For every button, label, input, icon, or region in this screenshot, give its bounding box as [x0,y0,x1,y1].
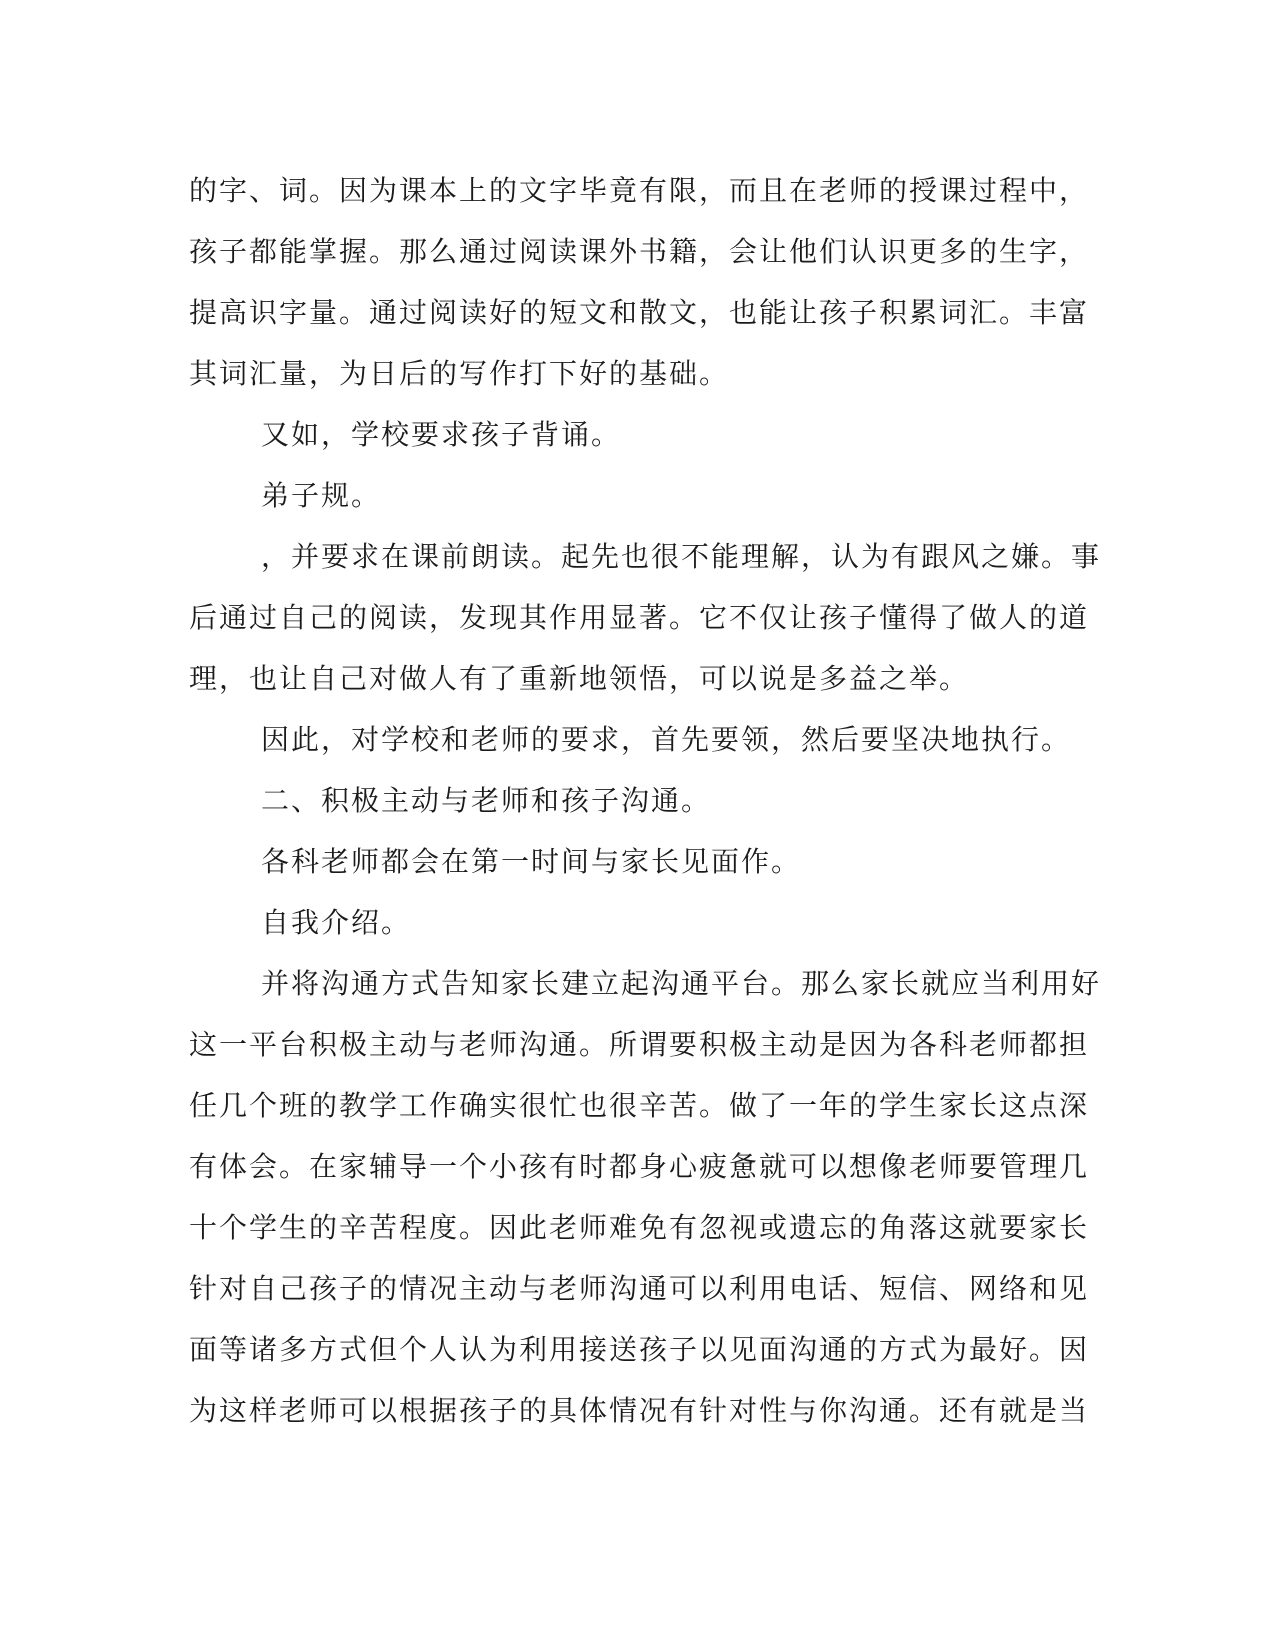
text-line: 各科老师都会在第一时间与家长见面作。 [261,845,802,878]
text-line: ，并要求在课前朗读。起先也很不能理解，认为有跟风之嫌。事 [261,540,1102,573]
text-line: 任几个班的教学工作确实很忙也很辛苦。做了一年的学生家长这点深 [189,1089,1090,1122]
text-line: 并将沟通方式告知家长建立起沟通平台。那么家长就应当利用好 [261,967,1102,1000]
text-line: 其词汇量，为日后的写作打下好的基础。 [189,357,730,390]
text-line: 理，也让自己对做人有了重新地领悟，可以说是多益之举。 [189,662,970,695]
text-line: 自我介绍。 [261,906,412,939]
text-line: 有体会。在家辅导一个小孩有时都身心疲惫就可以想像老师要管理几 [189,1150,1090,1183]
body-text [189,160,1102,1441]
text-line: 面等诸多方式但个人认为利用接送孩子以见面沟通的方式为最好。因 [189,1333,1090,1366]
text-line: 十个学生的辛苦程度。因此老师难免有忽视或遗忘的角落这就要家长 [189,1211,1090,1244]
text-line: 又如，学校要求孩子背诵。 [261,418,622,451]
text-line: 后通过自己的阅读，发现其作用显著。它不仅让孩子懂得了做人的道 [189,601,1090,634]
text-line: 孩子都能掌握。那么通过阅读课外书籍，会让他们认识更多的生字， [189,235,1090,268]
text-line: 提高识字量。通过阅读好的短文和散文，也能让孩子积累词汇。丰富 [189,296,1090,329]
text-line: 针对自己孩子的情况主动与老师沟通可以利用电话、短信、网络和见 [189,1272,1090,1305]
text-line: 二、积极主动与老师和孩子沟通。 [261,784,712,817]
text-line: 这一平台积极主动与老师沟通。所谓要积极主动是因为各科老师都担 [189,1028,1090,1061]
text-line: 因此，对学校和老师的要求，首先要领，然后要坚决地执行。 [261,723,1072,756]
text-line: 的字、词。因为课本上的文字毕竟有限，而且在老师的授课过程中， [189,174,1090,207]
text-line: 弟子规。 [261,479,382,512]
text-line: 为这样老师可以根据孩子的具体情况有针对性与你沟通。还有就是当 [189,1394,1090,1427]
